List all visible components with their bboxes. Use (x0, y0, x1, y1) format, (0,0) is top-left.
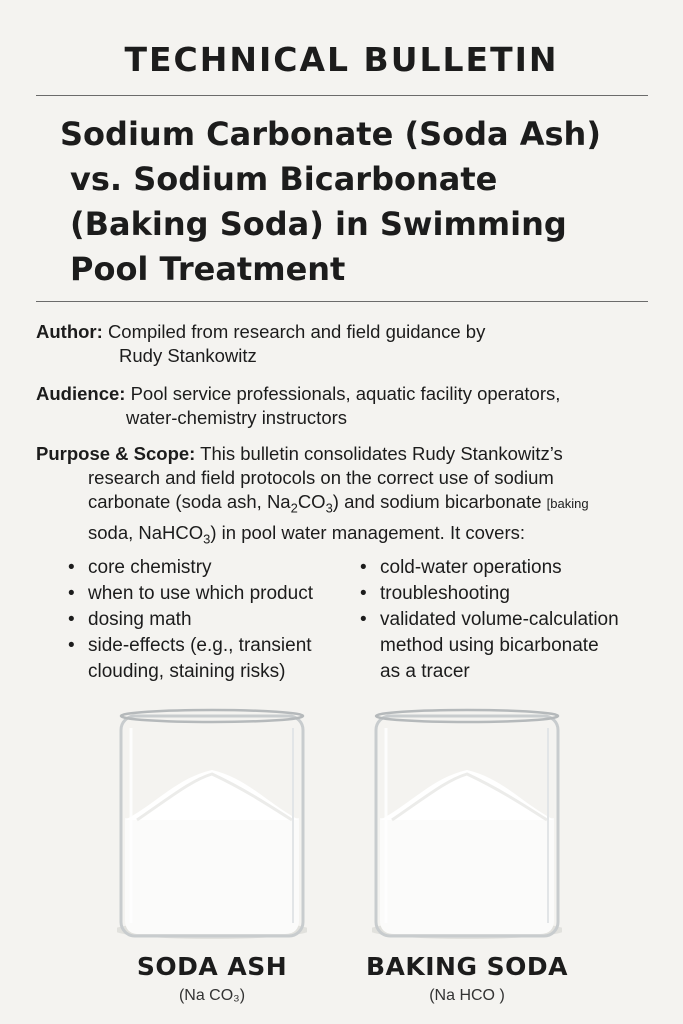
list-item: • side-effects (e.g., transient clouding, staining risks) (68, 633, 313, 685)
audience-field (36, 382, 656, 430)
baking-soda-beaker-image (372, 708, 562, 940)
bulletin-header: TECHNICAL BULLETIN (124, 40, 559, 79)
list-item: • dosing math (68, 607, 313, 633)
author-value: Compiled from research and field guidance by (107, 321, 486, 342)
soda-ash-formula: (Na CO₃) (178, 987, 246, 1004)
baking-soda-name: BAKING SODA (365, 952, 569, 981)
author-field (36, 320, 656, 368)
author-label: Author: (36, 321, 103, 342)
purpose-text-cont: research and field protocols on the correct use of sodium (88, 467, 554, 488)
title-line: vs. Sodium Bicarbonate (70, 160, 498, 198)
document-title (60, 112, 650, 292)
list-item: • validated volume-calculation method using bicarbonate as a tracer (360, 607, 619, 685)
top-divider (36, 95, 648, 96)
audience-value-cont: water-chemistry instructors (126, 407, 348, 428)
list-item: • when to use which product (68, 581, 313, 607)
soda-ash-caption (82, 952, 342, 1005)
topics-list-right (360, 555, 619, 685)
topics-list-left (68, 555, 313, 685)
list-item: • cold-water operations (360, 555, 619, 581)
purpose-label: Purpose & Scope: (36, 443, 196, 464)
purpose-text-cont: soda, NaHCO$_3$) in pool water management. It covers: (88, 521, 526, 547)
author-value-cont: Rudy Stankowitz (119, 345, 257, 366)
baking-soda-formula: (Na HCO ) (429, 987, 505, 1004)
list-item: • troubleshooting (360, 581, 619, 607)
list-item: • core chemistry (68, 555, 313, 581)
baking-soda-caption (337, 952, 597, 1005)
soda-ash-name: SODA ASH (136, 952, 288, 981)
purpose-field (36, 442, 656, 551)
purpose-text-cont: carbonate (soda ash, $Na_2CO_3$) and sodium bicarbonate [baking (88, 491, 589, 516)
title-line: Pool Treatment (70, 250, 346, 288)
title-line: Sodium Carbonate (Soda Ash) (60, 115, 601, 153)
audience-label: Audience: (36, 383, 126, 404)
title-line: (Baking Soda) in Swimming (70, 205, 567, 243)
purpose-text: This bulletin consolidates Rudy Stankowitz’s (200, 443, 563, 464)
audience-value: Pool service professionals, aquatic facility operators, (130, 383, 561, 404)
soda-ash-beaker-image (117, 708, 307, 940)
title-divider (36, 301, 648, 302)
